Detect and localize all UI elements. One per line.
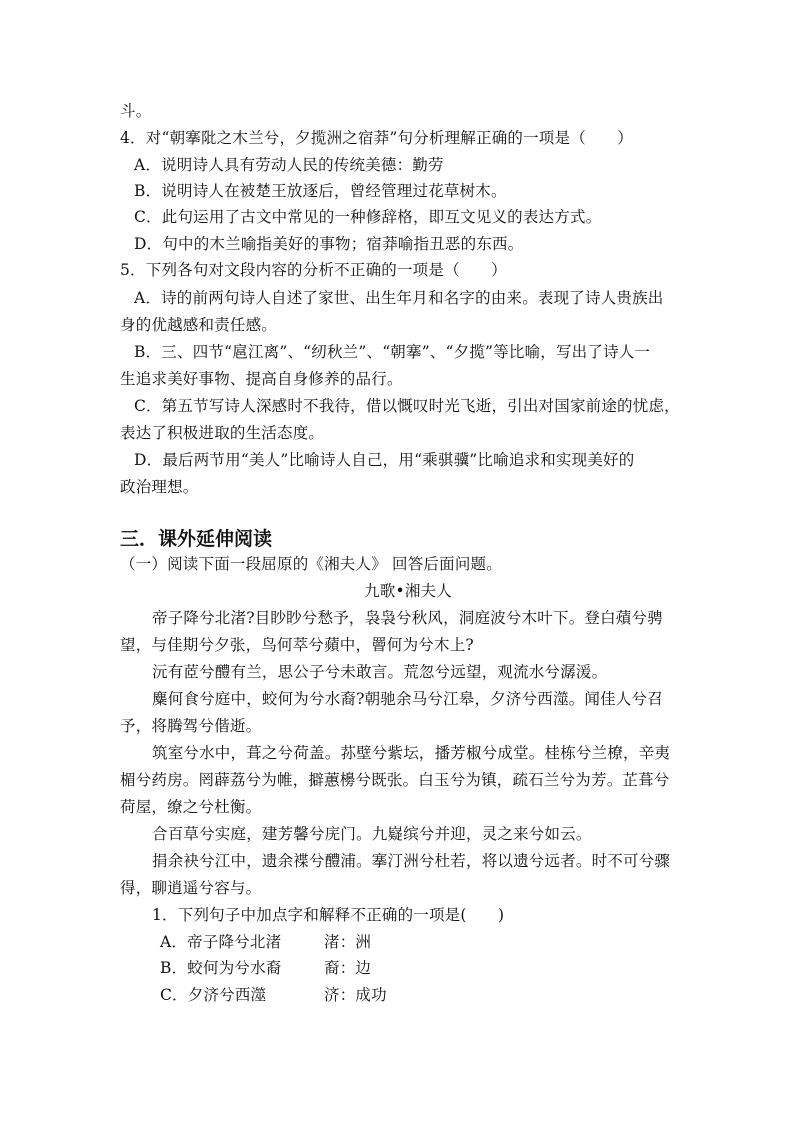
option-a-sentence: A．帝子降兮北渚 (160, 933, 282, 951)
question-5-option-d-line2: 政治理想。 (120, 478, 199, 496)
poem-stanza-4-line2: 楣兮药房。罔薜荔兮为帷，擗蕙櫋兮既张。白玉兮为镇，疏石兰兮为芳。芷葺兮 (120, 771, 670, 789)
reading-intro: （一）阅读下面一段屈原的《湘夫人》 回答后面问题。 (120, 555, 502, 573)
poem-stanza-4-line3: 荷屋，缭之兮杜衡。 (120, 798, 262, 816)
subquestion-1-stem: 1．下列句子中加点字和解释不正确的一项是( ) (152, 906, 505, 924)
poem-stanza-6-line2: 得，聊逍遥兮容与。 (120, 879, 262, 897)
question-5-option-b-line2: 生追求美好事物、提高自身修养的品行。 (120, 370, 403, 388)
poem-title: 九歌•湘夫人 (364, 582, 452, 600)
poem-stanza-1-line1: 帝子降兮北渚?目眇眇兮愁予，袅袅兮秋风，洞庭波兮木叶下。登白薠兮骋 (152, 609, 663, 627)
option-b-sentence: B．蛟何为兮水裔 (160, 959, 282, 977)
question-4-option-d: D．句中的木兰喻指美好的事物；宿莽喻指丑恶的东西。 (134, 235, 524, 253)
poem-stanza-3-line2: 予，将腾驾兮偕逝。 (120, 717, 262, 735)
question-5-option-d-line1: D．最后两节用“美人”比喻诗人自己，用“乘骐骥”比喻追求和实现美好的 (134, 451, 635, 469)
subquestion-1-option-c (160, 985, 387, 1005)
question-5-option-a-line1: A．诗的前两句诗人自述了家世、出生年月和名字的由来。表现了诗人贵族出 (134, 289, 664, 307)
poem-stanza-5-line1: 合百草兮实庭，建芳馨兮庑门。九嶷缤兮并迎，灵之来兮如云。 (152, 825, 592, 843)
question-4-stem: 4．对“朝搴阰之木兰兮，夕揽洲之宿莽”句分析理解正确的一项是（ ） (120, 129, 634, 147)
question-4-option-b: B．说明诗人在被楚王放逐后，曾经管理过花草树木。 (134, 182, 507, 200)
question-5-option-b-line1: B．三、四节“扈江离”、“纫秋兰”、“朝搴”、“夕揽”等比喻，写出了诗人一 (134, 343, 651, 361)
text-fragment: 斗。 (120, 102, 152, 120)
option-c-sentence: C．夕济兮西澨 (160, 986, 267, 1004)
question-5-option-c-line2: 表达了积极进取的生活态度。 (120, 424, 325, 442)
question-4-option-c: C．此句运用了古文中常见的一种修辞格，即互文见义的表达方式。 (134, 208, 602, 226)
subquestion-1-option-b (160, 958, 371, 978)
option-b-gloss: 裔：边 (324, 959, 372, 977)
poem-stanza-4-line1: 筑室兮水中，葺之兮荷盖。荪壁兮紫坛，播芳椒兮成堂。桂栋兮兰橑，辛夷 (152, 744, 671, 762)
poem-stanza-6-line1: 捐余袂兮江中，遗余褋兮醴浦。搴汀洲兮杜若，将以遗兮远者。时不可兮骤 (152, 852, 671, 870)
question-5-option-a-line2: 身的优越感和责任感。 (120, 316, 278, 334)
poem-stanza-3-line1: 麋何食兮庭中，蛟何为兮水裔?朝驰余马兮江皋，夕济兮西澨。闻佳人兮召 (152, 690, 663, 708)
question-4-option-a: A．说明诗人具有劳动人民的传统美德：勤劳 (134, 156, 444, 174)
poem-stanza-1-line2: 望，与佳期兮夕张，鸟何萃兮蘋中，罾何为兮木上? (120, 636, 474, 654)
subquestion-1-option-a (160, 932, 371, 952)
section-heading: 三．课外延伸阅读 (120, 528, 273, 550)
question-5-stem: 5．下列各句对文段内容的分析不正确的一项是（ ） (120, 261, 507, 279)
poem-stanza-2-line1: 沅有茝兮醴有兰，思公子兮未敢言。荒忽兮远望，观流水兮潺湲。 (152, 663, 608, 681)
option-a-gloss: 渚：洲 (324, 933, 372, 951)
option-c-gloss: 济：成功 (324, 986, 387, 1004)
question-5-option-c-line1: C．第五节写诗人深感时不我待，借以慨叹时光飞逝，引出对国家前途的忧虑， (134, 397, 680, 415)
